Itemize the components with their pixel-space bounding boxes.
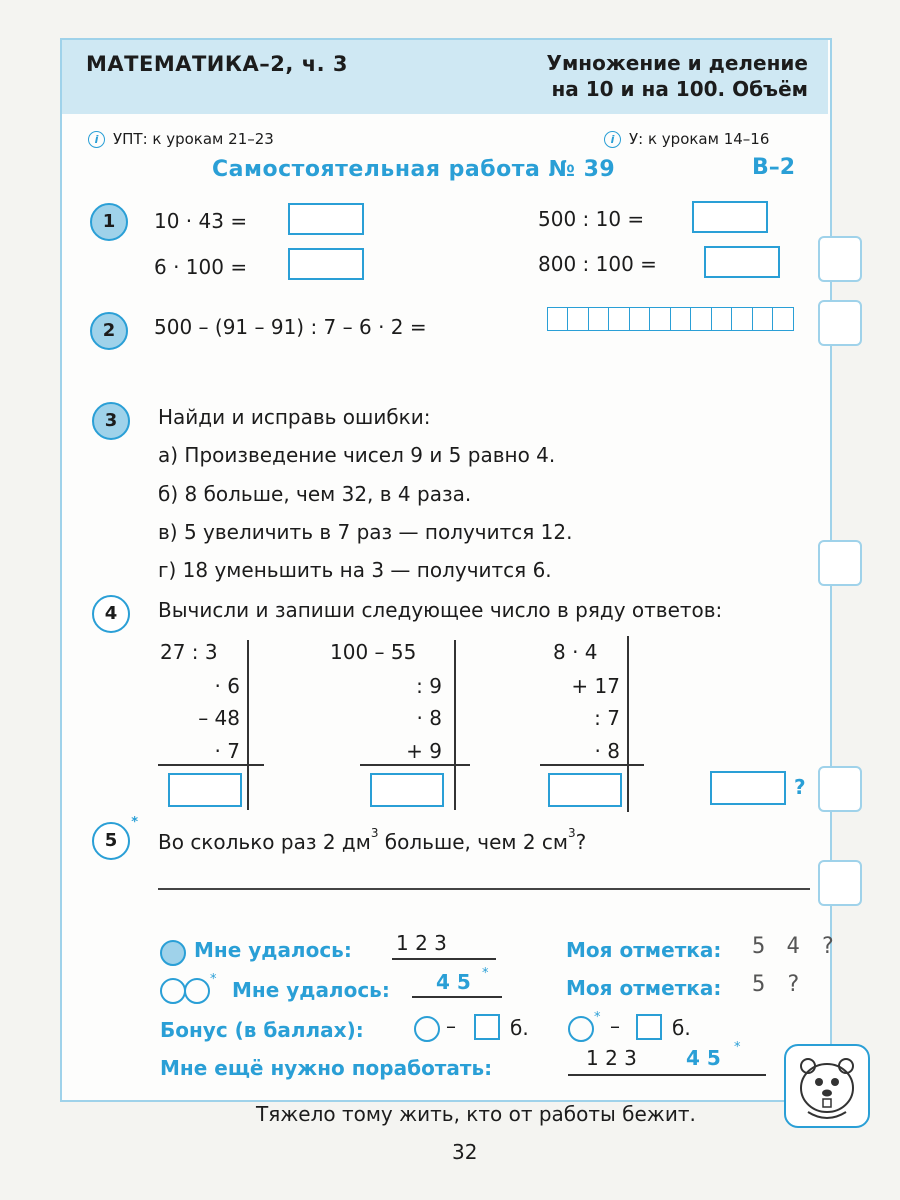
answer-cell[interactable] <box>711 307 733 331</box>
info-icon: i <box>604 131 621 148</box>
edge-tab <box>818 300 862 346</box>
chain1-step: · 6 <box>214 674 240 698</box>
chain3-step: · 8 <box>594 739 620 763</box>
chain3-step: + 17 <box>571 674 620 698</box>
beaver-illustration <box>786 1046 868 1126</box>
empty-circle-icon <box>184 978 210 1004</box>
info-right <box>604 130 769 148</box>
answer-cell[interactable] <box>772 307 794 331</box>
task1-expr-a: 10 · 43 = <box>154 209 248 233</box>
chain1-step: · 7 <box>214 739 240 763</box>
section-title-line2: на 10 и на 100. Объём <box>551 77 808 101</box>
bonus-dash: – <box>446 1014 456 1038</box>
empty-circle-icon <box>414 1016 440 1042</box>
mark-label-1: Моя отметка: <box>566 938 722 962</box>
chain1-vline <box>247 640 249 810</box>
star-icon: * <box>734 1040 741 1055</box>
chain3-step: : 7 <box>594 706 620 730</box>
answer-line-5[interactable] <box>158 888 810 890</box>
task1-expr-c: 500 : 10 = <box>538 207 645 231</box>
answer-box-1b[interactable] <box>288 248 364 280</box>
filled-circle-icon <box>160 940 186 966</box>
edge-tab <box>818 766 862 812</box>
info-left-text: УПТ: к урокам 21–23 <box>113 130 274 148</box>
answer-cell[interactable] <box>629 307 651 331</box>
answer-cell[interactable] <box>547 307 569 331</box>
more-work-line <box>568 1074 766 1076</box>
self-check-label-1: Мне удалось: <box>194 938 352 962</box>
answer-cell[interactable] <box>690 307 712 331</box>
task3-item-b: б) 8 больше, чем 32, в 4 раза. <box>158 482 472 506</box>
chain2-step: · 8 <box>416 706 442 730</box>
star-icon: * <box>131 815 138 830</box>
self-check-value-1: 1 2 3 <box>396 931 447 955</box>
chain1-start: 27 : 3 <box>160 640 218 664</box>
task3-item-c: в) 5 увеличить в 7 раз — получится 12. <box>158 520 573 544</box>
task-number-2: 2 <box>90 312 128 350</box>
more-work-values-blue: 4 5 <box>686 1046 721 1070</box>
answer-cell[interactable] <box>608 307 630 331</box>
mark-label-2: Моя отметка: <box>566 976 722 1000</box>
chain2-hline <box>360 764 470 766</box>
task-number-1: 1 <box>90 203 128 241</box>
chain1-step: – 48 <box>198 706 240 730</box>
chain1-hline <box>158 764 264 766</box>
info-icon: i <box>88 131 105 148</box>
chain2-answer-box[interactable] <box>370 773 444 807</box>
answer-box-1d[interactable] <box>704 246 780 278</box>
chain2-step: : 9 <box>416 674 442 698</box>
chain2-step: + 9 <box>406 739 442 763</box>
star-icon: * <box>210 972 217 987</box>
edge-tab <box>818 236 862 282</box>
beaver-mascot-icon <box>784 1044 870 1128</box>
chain2-vline <box>454 640 456 810</box>
question-mark: ? <box>794 775 806 799</box>
page-number: 32 <box>452 1140 478 1164</box>
answer-box-1c[interactable] <box>692 201 768 233</box>
answer-cell[interactable] <box>567 307 589 331</box>
mark-value-1[interactable]: 5 4 ? <box>752 934 839 959</box>
edge-tab <box>818 860 862 906</box>
self-check-value-2: 4 5 <box>436 970 471 994</box>
work-title: Самостоятельная работа № 39 <box>212 157 616 182</box>
task2-expression: 500 – (91 – 91) : 7 – 6 · 2 = <box>154 315 427 339</box>
task4-prompt: Вычисли и запиши следующее число в ряду ответов: <box>158 598 723 622</box>
task1-expr-d: 800 : 100 = <box>538 252 657 276</box>
chain3-hline <box>540 764 644 766</box>
answer-cell[interactable] <box>588 307 610 331</box>
answer-box-1a[interactable] <box>288 203 364 235</box>
empty-circle-icon <box>568 1016 594 1042</box>
task-number-3: 3 <box>92 402 130 440</box>
task1-expr-b: 6 · 100 = <box>154 255 248 279</box>
chain3-vline <box>627 636 629 812</box>
self-check-line-1 <box>392 958 496 960</box>
bonus-box-2[interactable] <box>636 1014 662 1040</box>
bonus-unit: б. <box>672 1016 691 1040</box>
bonus-box-1[interactable] <box>474 1014 500 1040</box>
chain1-answer-box[interactable] <box>168 773 242 807</box>
answer-cells-2[interactable] <box>548 307 794 331</box>
star-icon: * <box>594 1010 601 1025</box>
task3-prompt: Найди и исправь ошибки: <box>158 405 431 429</box>
answer-cell[interactable] <box>649 307 671 331</box>
self-check-line-2 <box>412 996 502 998</box>
variant-label: В–2 <box>752 155 796 180</box>
empty-circle-icon <box>160 978 186 1004</box>
proverb: Тяжело тому жить, кто от работы бежит. <box>256 1102 696 1126</box>
bonus-dash: – <box>610 1014 620 1038</box>
info-left <box>88 130 274 148</box>
edge-tab <box>818 540 862 586</box>
star-icon: * <box>482 966 489 981</box>
chain3-start: 8 · 4 <box>553 640 598 664</box>
bonus-label: Бонус (в баллах): <box>160 1018 364 1042</box>
section-title <box>448 50 808 102</box>
self-check-label-2: Мне удалось: <box>232 978 390 1002</box>
task-number-5 <box>92 815 138 860</box>
mark-value-2[interactable]: 5 ? <box>752 972 804 997</box>
task5-question: Во сколько раз 2 $дм^3$ больше, чем 2 $см^3$? <box>158 826 587 854</box>
answer-cell[interactable] <box>752 307 774 331</box>
answer-cell[interactable] <box>670 307 692 331</box>
info-right-text: У: к урокам 14–16 <box>629 130 770 148</box>
task3-item-d: г) 18 уменьшить на 3 — получится 6. <box>158 558 552 582</box>
task3-item-a: а) Произведение чисел 9 и 5 равно 4. <box>158 443 556 467</box>
next-number-box[interactable] <box>710 771 786 805</box>
answer-cell[interactable] <box>731 307 753 331</box>
chain2-start: 100 – 55 <box>330 640 417 664</box>
book-title: МАТЕМАТИКА–2, ч. 3 <box>86 52 349 76</box>
more-work-values: 1 2 3 <box>586 1046 637 1070</box>
more-work-label: Мне ещё нужно поработать: <box>160 1056 493 1080</box>
section-title-line1: Умножение и деление <box>546 51 808 75</box>
bonus-unit: б. <box>510 1016 529 1040</box>
chain3-answer-box[interactable] <box>548 773 622 807</box>
task-number-4: 4 <box>92 595 130 633</box>
task-number-5-text: 5 <box>104 830 118 851</box>
